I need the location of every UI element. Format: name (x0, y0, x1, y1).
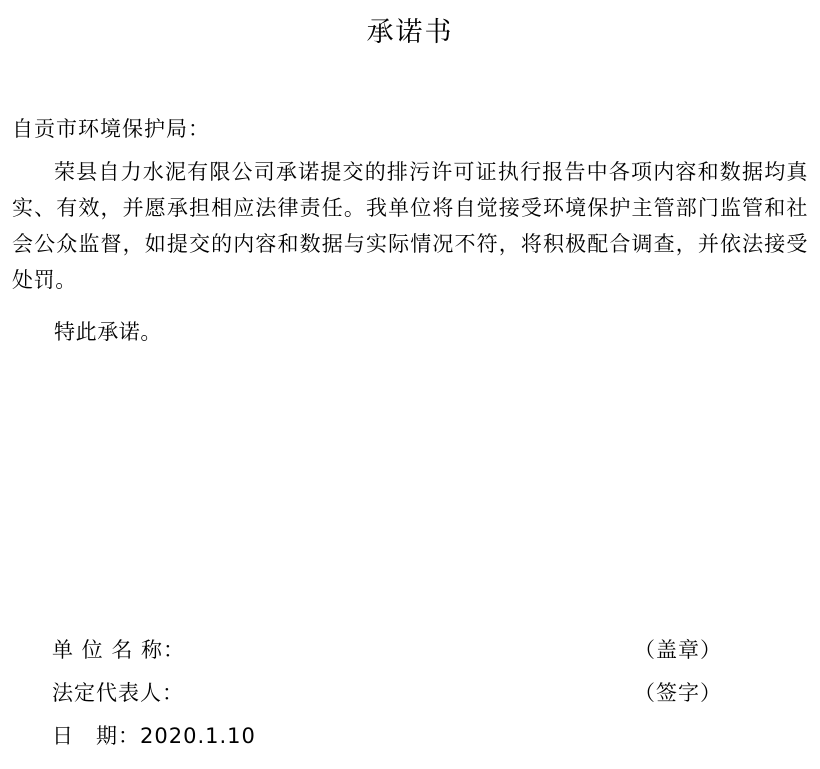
paragraph-1: 荣县自力水泥有限公司承诺提交的排污许可证执行报告中各项内容和数据均真实、有效，并愿承担相应法律责任。我单位将自觉接受环境保护主管部门监管和社会公众监督，如提交的内容和数据与实际情况不符，将积极配合调查，并依法接受处罚。 (12, 160, 808, 292)
legal-representative-signature-note: （签字） (634, 681, 722, 705)
legal-representative-row (52, 677, 800, 720)
legal-representative-label: 法定代表人： (52, 681, 184, 705)
signature-block (52, 634, 800, 763)
company-name-row (52, 634, 800, 677)
company-seal-note: （盖章） (634, 638, 722, 662)
document-page (0, 14, 820, 769)
paragraph-2: 特此承诺。 (54, 320, 162, 344)
body-text (12, 154, 808, 350)
date-value: 2020.1.10 (140, 724, 256, 748)
date-label: 日 期： (52, 724, 140, 748)
recipient-line: 自贡市环境保护局： (12, 117, 210, 141)
date-row (52, 720, 800, 763)
company-name-label: 单 位 名 称： (52, 638, 186, 662)
page-title: 承诺书 (366, 17, 454, 48)
